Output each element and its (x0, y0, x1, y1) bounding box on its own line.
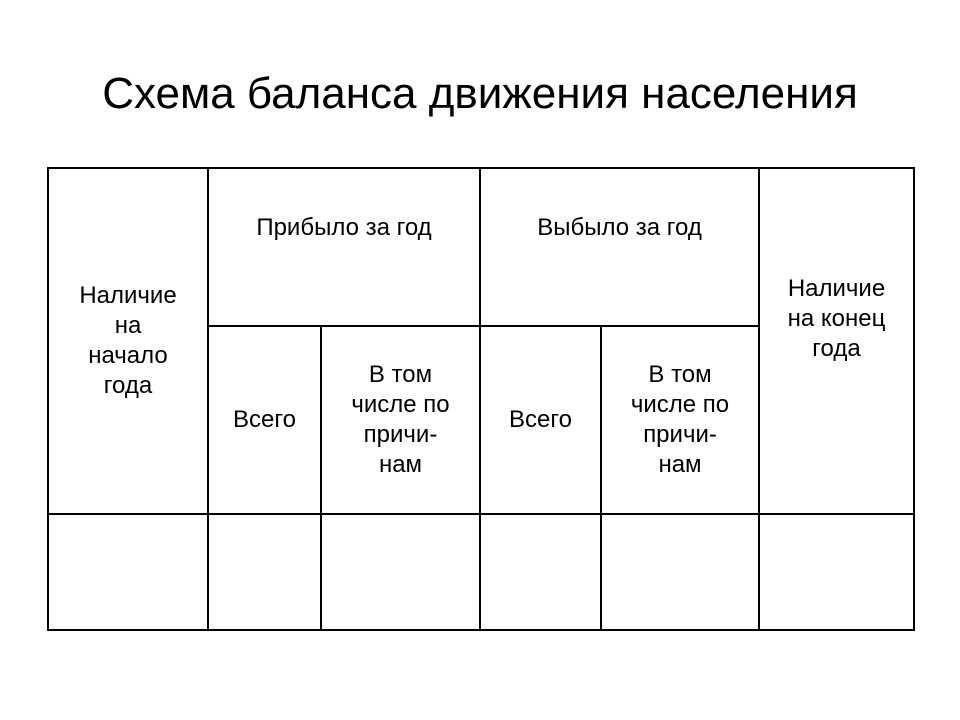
data-cell-departed-reasons (601, 514, 759, 630)
header-start-of-year (48, 168, 208, 514)
page-title: Схема баланса движения населения (102, 69, 858, 118)
subheader-departed-total-label: Всего (509, 406, 572, 433)
header-end-of-year-label: Наличие на конец года (787, 275, 886, 362)
header-end-of-year (759, 168, 914, 514)
header-arrived-label: Прибыло за год (256, 214, 432, 241)
data-cell-arrived-total (208, 514, 321, 630)
balance-table (47, 167, 915, 631)
data-cell-arrived-reasons (321, 514, 480, 630)
data-cell-departed-total (480, 514, 601, 630)
header-departed (480, 168, 759, 326)
subheader-departed-reasons-label: В том числе по причи- нам (630, 361, 730, 478)
data-cell-start (48, 514, 208, 630)
subheader-arrived-total (208, 326, 321, 514)
header-row (48, 168, 914, 326)
subheader-departed-total (480, 326, 601, 514)
header-departed-label: Выбыло за год (537, 214, 702, 241)
subheader-departed-reasons (601, 326, 759, 514)
data-row (48, 514, 914, 630)
subheader-arrived-total-label: Всего (233, 406, 296, 433)
subheader-arrived-reasons-label: В том числе по причи- нам (351, 361, 450, 478)
subheader-arrived-reasons (321, 326, 480, 514)
header-arrived (208, 168, 480, 326)
header-start-of-year-label: Наличие на начало года (79, 282, 177, 399)
data-cell-end (759, 514, 914, 630)
